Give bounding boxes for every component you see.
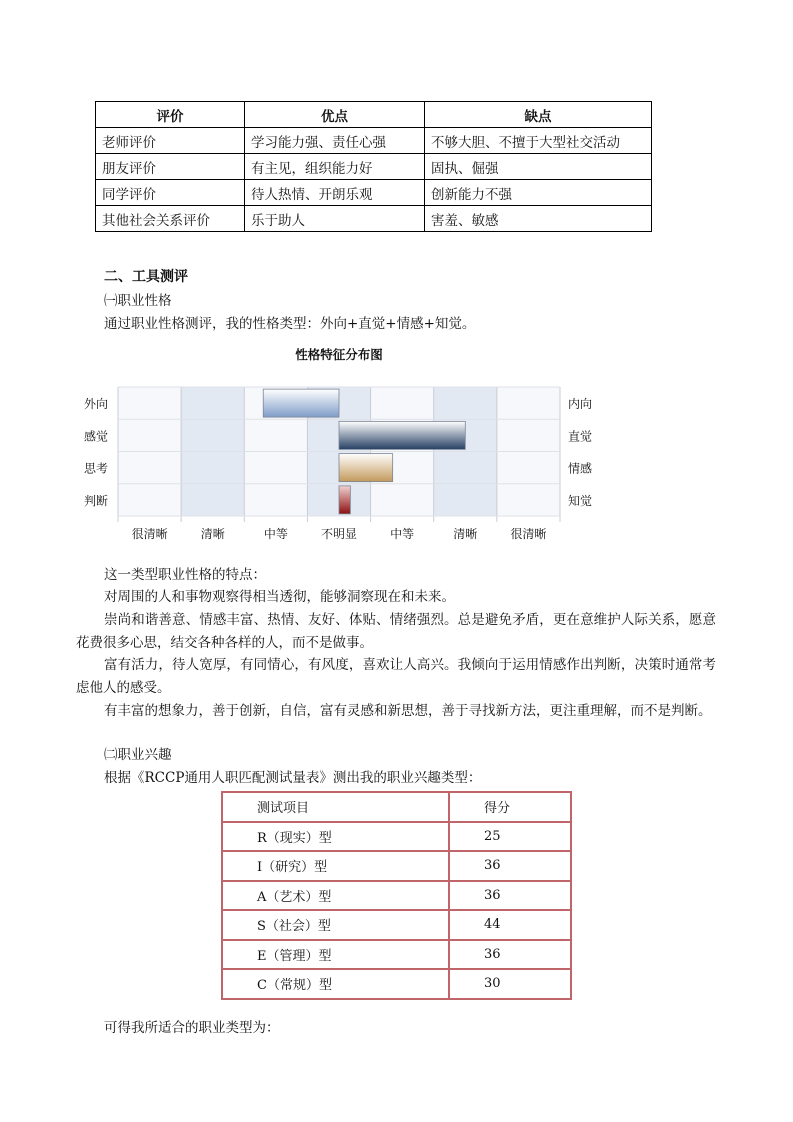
- table-cell: 乐于助人: [245, 206, 425, 232]
- chart-right-label: 情感: [568, 461, 593, 476]
- chart-left-label: 感觉: [84, 429, 109, 444]
- chart-right-label: 直觉: [568, 429, 593, 444]
- chart-left-label: 外向: [84, 397, 109, 412]
- chart-title: 性格特征分布图: [295, 347, 383, 362]
- table-cell: 30: [449, 969, 571, 999]
- table-cell: 36: [449, 881, 571, 911]
- table-row: [222, 822, 571, 852]
- chart-bar: [339, 486, 350, 514]
- table-row: [222, 881, 571, 911]
- header-cell: 优点: [245, 102, 425, 128]
- table-cell: S（社会）型: [222, 910, 449, 940]
- conclusion-text: 可得我所适合的职业类型为：: [104, 1020, 280, 1036]
- table-row: [96, 128, 652, 154]
- section-heading: 二、工具测评: [104, 269, 188, 285]
- table-cell: E（管理）型: [222, 940, 449, 970]
- table-cell: R（现实）型: [222, 822, 449, 852]
- table-cell: 有主见，组织能力好: [245, 154, 425, 180]
- chart-tick-label: 中等: [390, 527, 415, 541]
- table-cell: 44: [449, 910, 571, 940]
- evaluation-table: [95, 101, 652, 232]
- table-cell: 同学评价: [96, 180, 245, 206]
- table-row: [96, 180, 652, 206]
- chart-left-label: 思考: [84, 461, 109, 476]
- chart-tick-label: 不明显: [320, 527, 358, 541]
- chart-right-label: 内向: [568, 397, 593, 412]
- table-cell: 36: [449, 851, 571, 881]
- chart-tick-label: 很清晰: [131, 527, 168, 541]
- evaluation-table-header: [96, 102, 652, 128]
- table-cell: 待人热情、开朗乐观: [245, 180, 425, 206]
- table-row: [222, 969, 571, 999]
- header-cell: 缺点: [425, 102, 652, 128]
- header-cell: 测试项目: [222, 792, 449, 822]
- table-cell: 25: [449, 822, 571, 852]
- trait-paragraph: 富有活力，待人宽厚，有同情心，有风度，喜欢让人高兴。我倾向于运用情感作出判断，决策时通常考虑他人的感受。: [76, 657, 716, 696]
- table-cell: 36: [449, 940, 571, 970]
- table-row: [222, 910, 571, 940]
- chart-bar: [339, 421, 465, 449]
- table-row: [222, 940, 571, 970]
- interest-score-table: [221, 791, 572, 1000]
- table-row: [96, 154, 652, 180]
- trait-paragraph: 崇尚和谐善意、情感丰富、热情、友好、体贴、情绪强烈。总是避免矛盾，更在意维护人际关系，愿意花费很多心思，结交各种各样的人，而不是做事。: [76, 612, 716, 651]
- chart-bar: [263, 389, 339, 417]
- traits-heading: 这一类型职业性格的特点：: [104, 567, 266, 583]
- table-cell: C（常规）型: [222, 969, 449, 999]
- chart-left-label: 判断: [84, 493, 109, 508]
- table-cell: 固执、倔强: [425, 154, 652, 180]
- chart-tick-label: 很清晰: [510, 527, 547, 541]
- table-cell: 害羞、敏感: [425, 206, 652, 232]
- chart-right-label: 知觉: [568, 493, 593, 508]
- trait-paragraph: 对周围的人和事物观察得相当透彻，能够洞察现在和未来。: [104, 589, 455, 605]
- chart-tick-label: 清晰: [453, 527, 478, 541]
- table-row: [96, 206, 652, 232]
- table-cell: 朋友评价: [96, 154, 245, 180]
- intro-text: 通过职业性格测评，我的性格类型：外向+直觉+情感+知觉。: [104, 316, 476, 332]
- table-cell: 其他社会关系评价: [96, 206, 245, 232]
- table-cell: 老师评价: [96, 128, 245, 154]
- trait-paragraph: 有丰富的想象力，善于创新，自信，富有灵感和新思想，善于寻找新方法，更注重理解，而不是判断。: [104, 703, 712, 719]
- header-cell: 评价: [96, 102, 245, 128]
- personality-chart: [78, 340, 608, 550]
- header-cell: 得分: [449, 792, 571, 822]
- intro-text: 根据《RCCP通用人职匹配测试量表》测出我的职业兴趣类型：: [104, 770, 482, 786]
- table-row: [222, 851, 571, 881]
- table-cell: I（研究）型: [222, 851, 449, 881]
- score-table-header: [222, 792, 571, 822]
- subsection-heading: ㈠职业性格: [104, 293, 172, 309]
- chart-tick-label: 中等: [263, 527, 288, 541]
- chart-bar: [339, 454, 393, 482]
- table-cell: A（艺术）型: [222, 881, 449, 911]
- table-cell: 创新能力不强: [425, 180, 652, 206]
- chart-tick-label: 清晰: [200, 527, 225, 541]
- table-cell: 学习能力强、责任心强: [245, 128, 425, 154]
- table-cell: 不够大胆、不擅于大型社交活动: [425, 128, 652, 154]
- subsection-heading: ㈡职业兴趣: [104, 747, 172, 763]
